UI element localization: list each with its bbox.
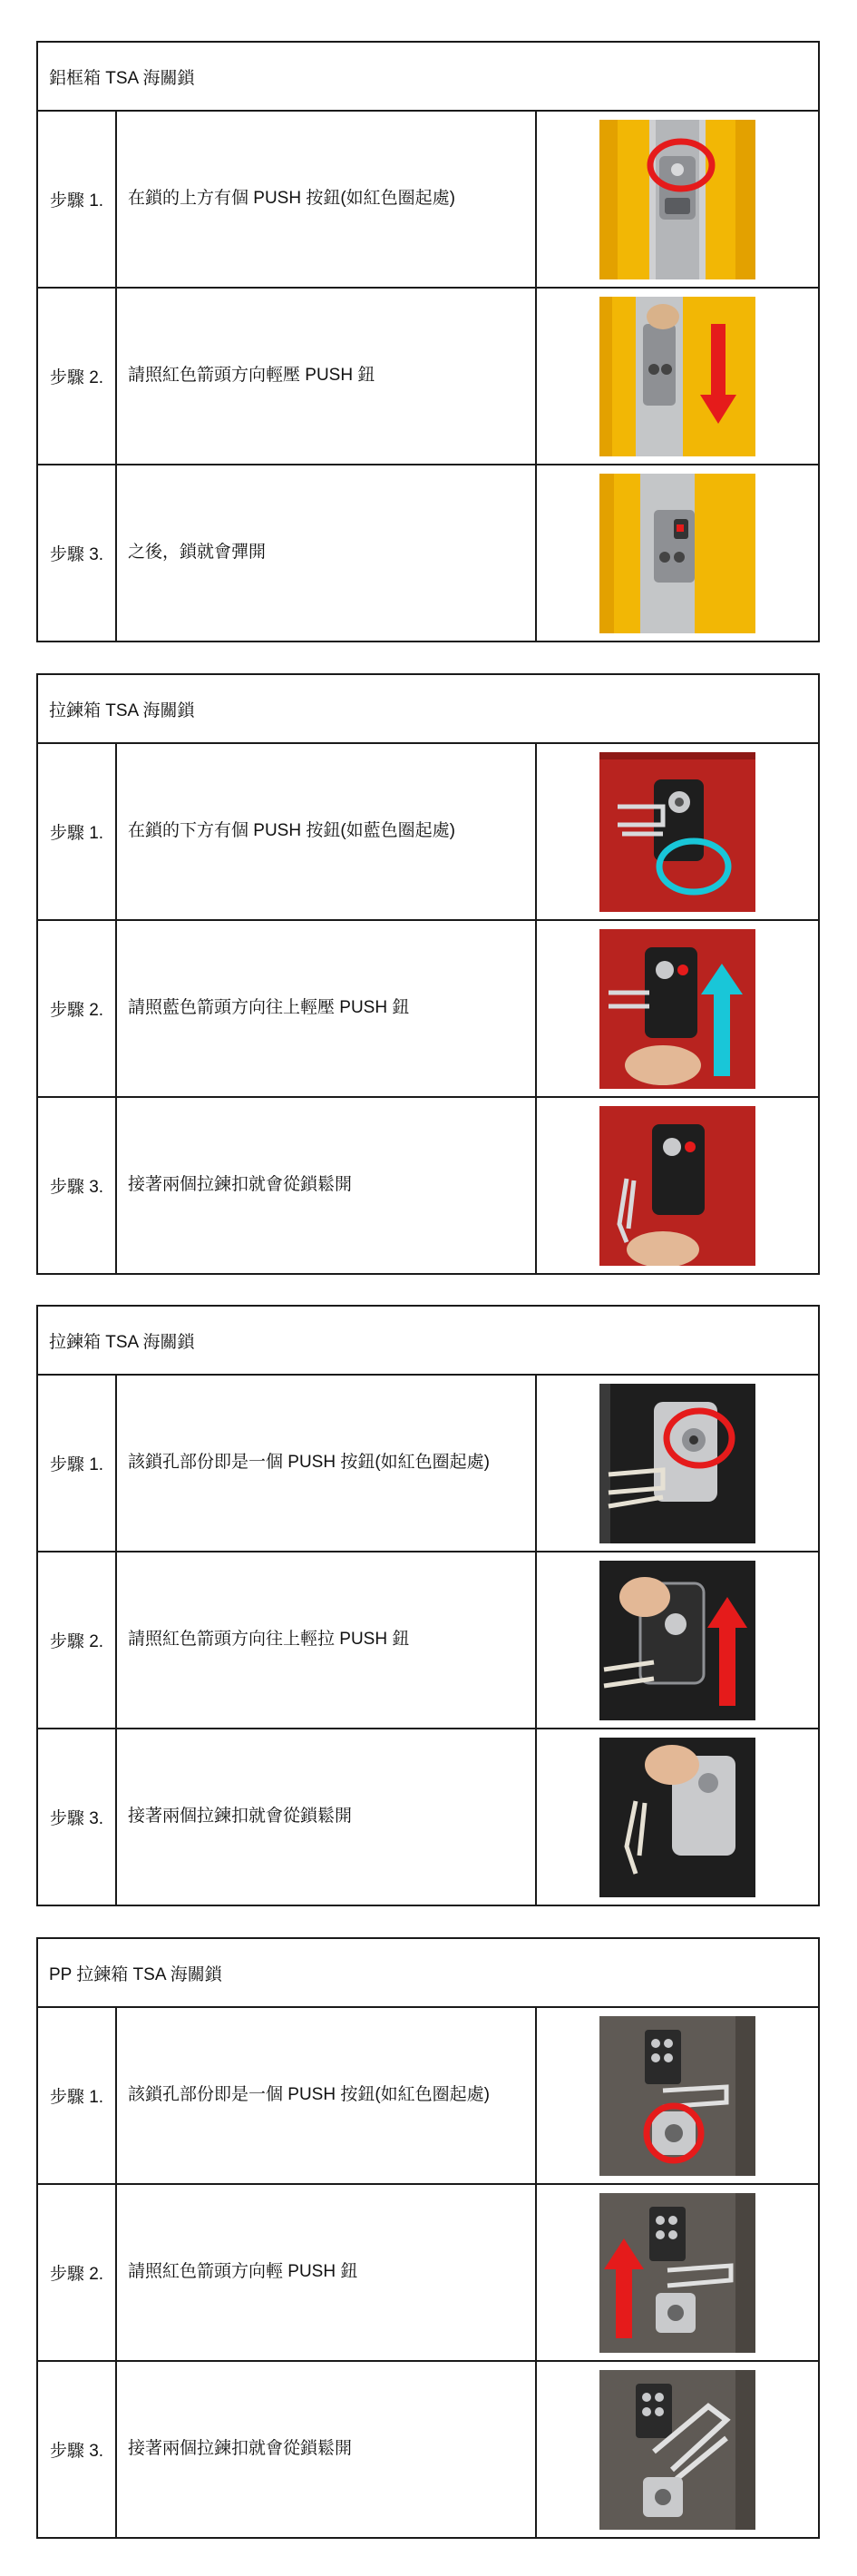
step-label: 步驟 3. xyxy=(38,1098,117,1273)
step-label: 步驟 2. xyxy=(38,2185,117,2360)
step-description: 在鎖的下方有個 PUSH 按鈕(如藍色圈起處) xyxy=(117,744,537,919)
step-row xyxy=(38,465,818,641)
step-description: 請照紅色箭頭方向輕 PUSH 鈕 xyxy=(117,2185,537,2360)
guide-section-pp-zipper xyxy=(36,1937,820,2539)
step-description: 該鎖孔部份即是一個 PUSH 按鈕(如紅色圈起處) xyxy=(117,1376,537,1551)
lock-photo-press-arrow xyxy=(599,2193,755,2353)
step-label: 步驟 1. xyxy=(38,744,117,919)
step-description: 在鎖的上方有個 PUSH 按鈕(如紅色圈起處) xyxy=(117,112,537,287)
step-row xyxy=(38,1729,818,1905)
step-label: 步驟 1. xyxy=(38,1376,117,1551)
step-label: 步驟 1. xyxy=(38,2008,117,2183)
lock-photo-press-arrow xyxy=(599,297,755,456)
section-title: 拉鍊箱 TSA 海關鎖 xyxy=(38,675,818,744)
step-label: 步驟 3. xyxy=(38,1729,117,1905)
guide-section-zipper-2 xyxy=(36,1305,820,1906)
step-row xyxy=(38,1552,818,1729)
step-description: 請照藍色箭頭方向往上輕壓 PUSH 鈕 xyxy=(117,921,537,1096)
step-row xyxy=(38,289,818,465)
step-label: 步驟 3. xyxy=(38,2362,117,2537)
lock-photo-push-button-circled xyxy=(599,2016,755,2176)
lock-photo-pull-arrow xyxy=(599,1561,755,1720)
lock-photo-zipper-released xyxy=(599,1106,755,1266)
step-row xyxy=(38,2362,818,2537)
step-description: 請照紅色箭頭方向往上輕拉 PUSH 鈕 xyxy=(117,1552,537,1728)
step-label: 步驟 2. xyxy=(38,1552,117,1728)
lock-photo-press-arrow xyxy=(599,929,755,1089)
step-row xyxy=(38,2185,818,2362)
lock-photo-push-button-circled xyxy=(599,120,755,279)
lock-photo-push-button-circled xyxy=(599,752,755,912)
step-row xyxy=(38,921,818,1098)
step-description: 接著兩個拉鍊扣就會從鎖鬆開 xyxy=(117,2362,537,2537)
step-row xyxy=(38,744,818,921)
section-title: PP 拉鍊箱 TSA 海關鎖 xyxy=(38,1939,818,2008)
step-row xyxy=(38,1376,818,1552)
step-description: 接著兩個拉鍊扣就會從鎖鬆開 xyxy=(117,1729,537,1905)
step-row xyxy=(38,1098,818,1273)
step-description: 之後，鎖就會彈開 xyxy=(117,465,537,641)
step-description: 接著兩個拉鍊扣就會從鎖鬆開 xyxy=(117,1098,537,1273)
step-label: 步驟 2. xyxy=(38,289,117,464)
step-row xyxy=(38,2008,818,2185)
step-label: 步驟 2. xyxy=(38,921,117,1096)
step-label: 步驟 1. xyxy=(38,112,117,287)
section-title: 鋁框箱 TSA 海關鎖 xyxy=(38,43,818,112)
guide-section-zipper xyxy=(36,673,820,1275)
step-description: 請照紅色箭頭方向輕壓 PUSH 鈕 xyxy=(117,289,537,464)
lock-photo-push-button-circled xyxy=(599,1384,755,1543)
step-description: 該鎖孔部份即是一個 PUSH 按鈕(如紅色圈起處) xyxy=(117,2008,537,2183)
lock-photo-zipper-released xyxy=(599,2370,755,2530)
section-title: 拉鍊箱 TSA 海關鎖 xyxy=(38,1307,818,1376)
step-row xyxy=(38,112,818,289)
guide-section-aluminum xyxy=(36,41,820,642)
step-label: 步驟 3. xyxy=(38,465,117,641)
lock-photo-zipper-released xyxy=(599,1738,755,1897)
lock-photo-opened xyxy=(599,474,755,633)
